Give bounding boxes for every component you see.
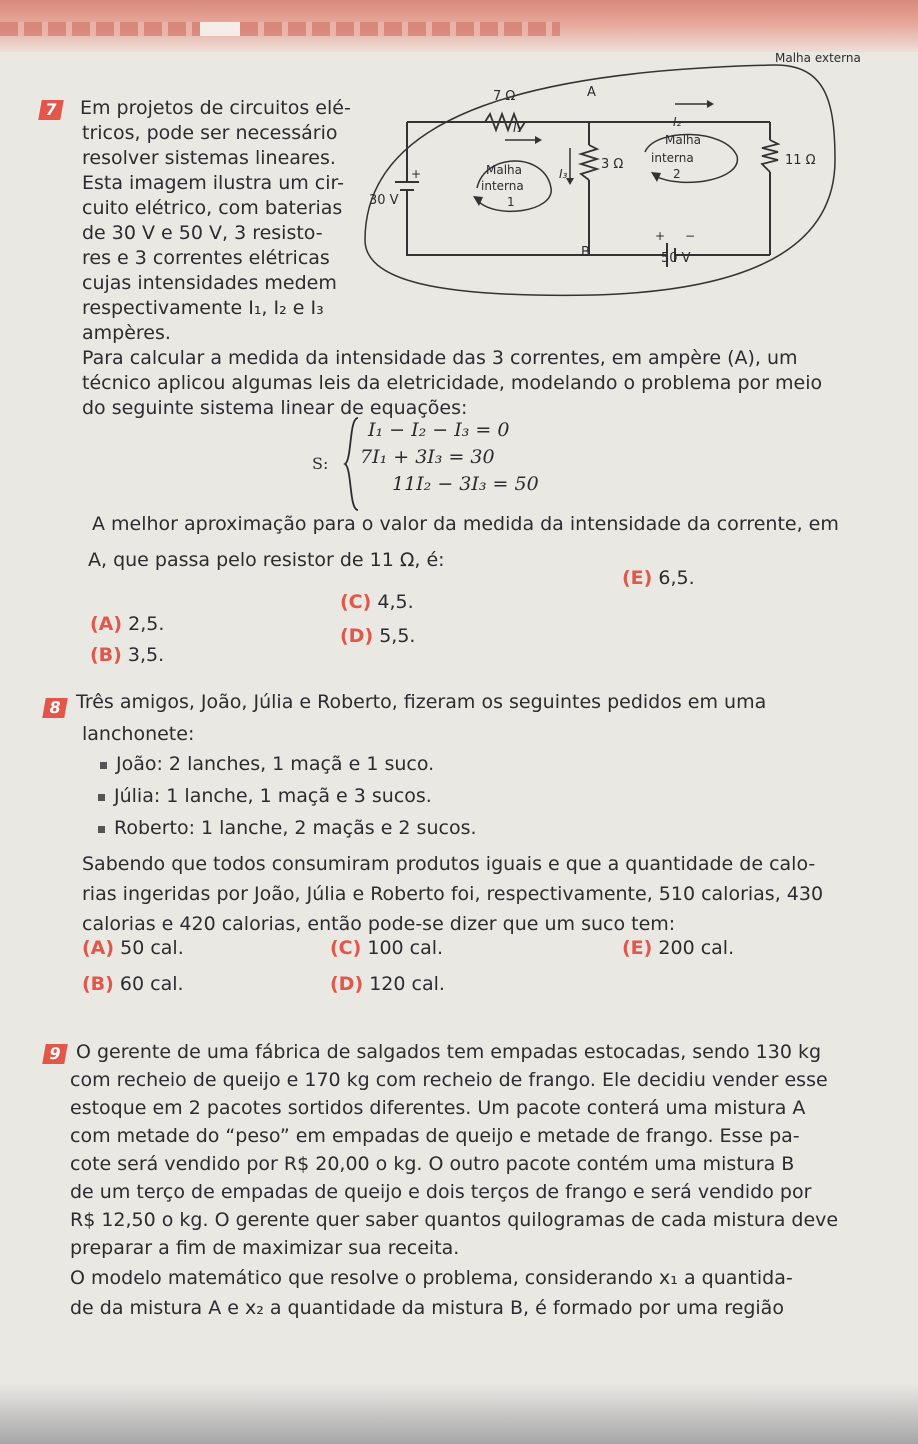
q7-body-line: Para calcular a medida da intensidade das 3 correntes, em ampère (A), um	[82, 347, 798, 369]
loop-1-label-a: Malha	[486, 163, 522, 177]
resistor-7-label: 7 Ω	[493, 89, 516, 104]
system-label: S:	[312, 454, 329, 473]
loop-2-label-c: 2	[673, 167, 681, 181]
loop-1-label-c: 1	[507, 195, 515, 209]
q9-line: de um terço de empadas de queijo e dois terços de frango e será vendido por	[70, 1181, 812, 1203]
option-text: 2,5.	[128, 613, 165, 635]
q9-line: O modelo matemático que resolve o problema, considerando x₁ a quantida-	[70, 1267, 793, 1289]
q9-line: com recheio de queijo e 170 kg com recheio de frango. Ele decidiu vender esse	[70, 1069, 828, 1091]
q7-intro-line: res e 3 correntes elétricas	[82, 247, 330, 269]
q8-option-c[interactable]	[330, 936, 443, 960]
battery-50v-label: 50 V	[661, 251, 691, 266]
option-letter: (E)	[622, 567, 653, 589]
q8-bullet-julia: Júlia: 1 lanche, 1 maçã e 3 sucos.	[114, 785, 432, 807]
loop-2-label-b: interna	[651, 151, 694, 165]
option-letter: (C)	[330, 937, 362, 959]
option-text: 3,5.	[127, 644, 165, 666]
loop-1-label-b: interna	[481, 179, 524, 193]
system-equation-3: 11I₂ − 3I₃ = 50	[392, 473, 539, 495]
q8-body-line: Sabendo que todos consumiram produtos iguais e que a quantidade de calo-	[82, 853, 816, 875]
outer-loop-boundary	[365, 65, 835, 295]
q8-bullet-roberto: Roberto: 1 lanche, 2 maçãs e 2 sucos.	[114, 817, 477, 839]
system-equation-1: I₁ − I₂ − I₃ = 0	[368, 419, 510, 441]
option-letter: (C)	[340, 591, 372, 613]
q9-line: O gerente de uma fábrica de salgados tem empadas estocadas, sendo 130 kg	[76, 1041, 822, 1063]
q8-body-line: calorias e 420 calorias, então pode-se dizer que um suco tem:	[82, 913, 676, 935]
q7-intro-line: resolver sistemas lineares.	[82, 147, 336, 169]
question-9-number: 9	[42, 1044, 68, 1064]
system-equation-2: 7I₁ + 3I₃ = 30	[360, 446, 495, 468]
question-8-number: 8	[42, 698, 68, 718]
q7-option-d[interactable]	[340, 624, 415, 648]
circuit-diagram	[345, 40, 861, 308]
option-text: 100 cal.	[367, 937, 444, 959]
bullet-marker	[98, 794, 105, 801]
option-text: 120 cal.	[369, 973, 445, 995]
battery-30v-plus: +	[411, 167, 422, 181]
q7-option-c[interactable]	[340, 590, 414, 614]
option-text: 50 cal.	[120, 937, 184, 959]
outer-loop-label-a: Malha externa	[775, 51, 861, 65]
loop-2-label-a: Malha	[665, 133, 701, 147]
resistor-3-label: 3 Ω	[601, 157, 624, 172]
node-a-label: A	[587, 85, 596, 100]
q7-intro-line: ampères.	[82, 322, 171, 344]
bullet-marker	[98, 826, 105, 833]
decorative-header-bar	[0, 22, 560, 36]
current-i1-label: I₁	[513, 121, 522, 135]
question-7-number: 7	[38, 100, 64, 120]
q7-intro-line: Em projetos de circuitos elé-	[80, 97, 351, 119]
option-letter: (D)	[330, 973, 364, 995]
current-i3-label: I₃	[559, 167, 568, 181]
q9-line: R$ 12,50 o kg. O gerente quer saber quantos quilogramas de cada mistura deve	[70, 1209, 839, 1231]
option-letter: (E)	[622, 937, 653, 959]
option-text: 60 cal.	[119, 973, 184, 995]
option-text: 6,5.	[658, 567, 695, 589]
q7-intro-line: cuito elétrico, com baterias	[82, 197, 343, 219]
q8-option-b[interactable]	[82, 972, 184, 996]
q8-option-a[interactable]	[82, 936, 184, 960]
option-letter: (D)	[340, 625, 374, 647]
battery-50v-plus: +	[655, 229, 666, 243]
q7-option-b[interactable]	[90, 643, 164, 667]
decorative-header-block	[200, 22, 240, 36]
q7-body-line: do seguinte sistema linear de equações:	[82, 397, 468, 419]
q7-question-line: A, que passa pelo resistor de 11 Ω, é:	[88, 549, 445, 571]
resistor-11-label: 11 Ω	[785, 153, 816, 168]
q8-body-line: rias ingeridas por João, Júlia e Roberto foi, respectivamente, 510 calorias, 430	[82, 883, 824, 905]
current-i2-label: I₂	[673, 115, 682, 129]
option-text: 4,5.	[377, 591, 414, 613]
resistor-3-ohm	[581, 145, 597, 180]
q7-option-e[interactable]	[622, 566, 695, 590]
q9-line: estoque em 2 pacotes sortidos diferentes. Um pacote conterá uma mistura A	[70, 1097, 806, 1119]
q7-intro-line: tricos, pode ser necessário	[82, 122, 338, 144]
q7-intro-line: cujas intensidades medem	[82, 272, 337, 294]
q8-bullet-joao: João: 2 lanches, 1 maçã e 1 suco.	[116, 753, 435, 775]
node-b-label: B	[581, 245, 590, 260]
option-text: 200 cal.	[658, 937, 735, 959]
bullet-marker	[100, 762, 107, 769]
resistor-11-ohm	[762, 140, 778, 172]
q9-line: preparar a fim de maximizar sua receita.	[70, 1237, 460, 1259]
q9-line: com metade do “peso” em empadas de queijo e metade de frango. Esse pa-	[70, 1125, 800, 1147]
q7-body-line: técnico aplicou algumas leis da eletricidade, modelando o problema por meio	[82, 372, 823, 394]
q8-line: Três amigos, João, Júlia e Roberto, fizeram os seguintes pedidos em uma	[76, 691, 767, 713]
system-brace	[343, 416, 361, 512]
battery-30v-label: 30 V	[369, 193, 399, 208]
option-letter: (B)	[82, 973, 114, 995]
q8-option-d[interactable]	[330, 972, 445, 996]
option-letter: (A)	[82, 937, 115, 959]
q7-intro-line: Esta imagem ilustra um cir-	[82, 172, 344, 194]
q7-intro-line: de 30 V e 50 V, 3 resisto-	[82, 222, 323, 244]
option-letter: (B)	[90, 644, 122, 666]
q8-line: lanchonete:	[82, 723, 195, 745]
option-letter: (A)	[90, 613, 123, 635]
q8-option-e[interactable]	[622, 936, 734, 960]
q7-question-line: A melhor aproximação para o valor da medida da intensidade da corrente, em	[92, 513, 839, 535]
option-text: 5,5.	[379, 625, 416, 647]
q7-option-a[interactable]	[90, 612, 164, 636]
q9-line: cote será vendido por R$ 20,00 o kg. O outro pacote contém uma mistura B	[70, 1153, 795, 1175]
battery-50v-minus: −	[685, 229, 696, 243]
left-bottom-wire	[407, 204, 589, 255]
q7-intro-line: respectivamente I₁, I₂ e I₃	[82, 297, 324, 319]
q9-line: de da mistura A e x₂ a quantidade da mistura B, é formado por uma região	[70, 1297, 784, 1319]
page-bottom-shadow	[0, 1384, 918, 1444]
